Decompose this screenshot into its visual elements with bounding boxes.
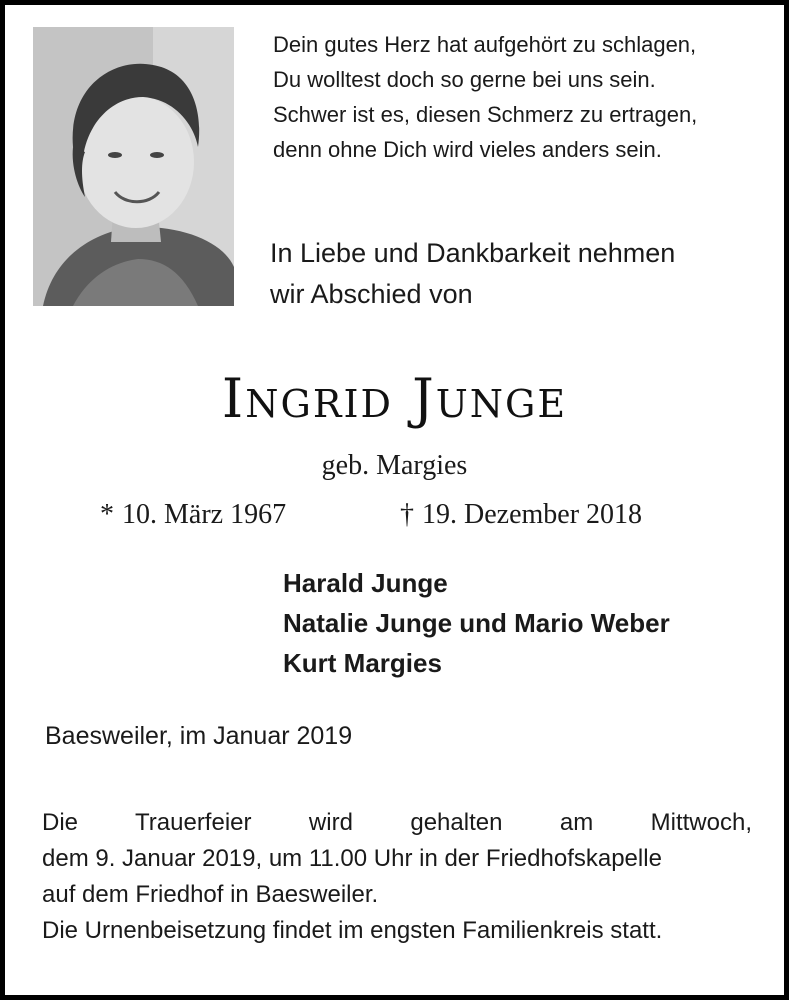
death-cross-icon: †: [400, 499, 414, 530]
service-line: auf dem Friedhof in Baesweiler.: [42, 881, 379, 908]
portrait-photo: [33, 27, 234, 306]
farewell-line: In Liebe und Dankbarkeit nehmen: [270, 238, 676, 268]
death-date-line: [400, 499, 642, 531]
mourner: Harald Junge: [283, 568, 448, 598]
birth-date-line: [100, 499, 286, 531]
farewell-line: wir Abschied von: [270, 279, 473, 309]
poem: [273, 27, 697, 167]
deceased-name: Ingrid Junge: [221, 367, 568, 430]
service-info: [42, 805, 752, 949]
service-line: Die Urnenbeisetzung findet im engsten Familienkreis statt.: [42, 917, 663, 944]
mourner: Kurt Margies: [283, 648, 442, 678]
place-date: Baesweiler, im Januar 2019: [45, 722, 353, 750]
poem-line: Du wolltest doch so gerne bei uns sein.: [273, 67, 656, 92]
portrait-icon: [33, 27, 234, 306]
mourners-list: [283, 563, 670, 683]
poem-line: Schwer ist es, diesen Schmerz zu ertragen,: [273, 102, 698, 127]
poem-line: Dein gutes Herz hat aufgehört zu schlagen,: [273, 32, 697, 57]
birth-date: 10. März 1967: [122, 499, 287, 530]
service-line: Die Trauerfeier wird gehalten am Mittwoch,: [42, 809, 752, 836]
death-date: 19. Dezember 2018: [422, 499, 643, 530]
service-line: dem 9. Januar 2019, um 11.00 Uhr in der Friedhofskapelle: [42, 845, 662, 872]
poem-line: denn ohne Dich wird vieles anders sein.: [273, 137, 662, 162]
mourner: Natalie Junge und Mario Weber: [283, 608, 670, 638]
farewell-text: [270, 233, 675, 315]
maiden-name: geb. Margies: [321, 450, 468, 481]
birth-star-icon: *: [100, 499, 114, 530]
